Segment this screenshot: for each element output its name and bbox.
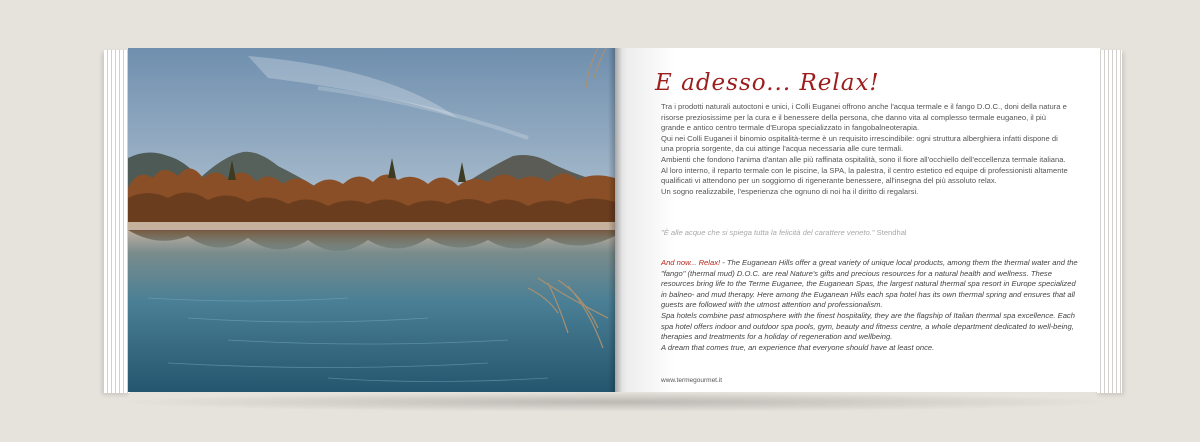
lake-landscape-photo: [128, 48, 615, 392]
website-url: www.termegourmet.it: [661, 377, 723, 384]
quote: [661, 228, 1081, 237]
english-paragraph: [661, 258, 1081, 311]
english-first-text: - The Euganean Hills offer a great variety of unique local products, among them the thermal water and the "fango" (thermal mud) D.O.C. are real Nature's gifts and precious resources for a natural health and wellness. These resources bring life to the Terme Euganee, the Euganean Spas, the largest natural thermal spa resort in Europe specialized in balneo- and mud therapy. Here among the Euganean Hills each spa hotel has its own thermal spring and ensures that all guests are followed with the utmost attention and professionalism.: [661, 258, 1078, 310]
italian-paragraph: Tra i prodotti naturali autoctoni e unici, i Colli Euganei offrono anche l'acqua termale e il fango D.O.C., doni della natura e risorse preziosissime per la cura e il benessere della persona, che danno vita al complesso termale euganeo, il più grande e antico centro termale d'Europa specializzato in fangobalneoterapia.: [661, 102, 1067, 133]
left-page-stack: [104, 50, 130, 393]
english-lead: And now... Relax!: [661, 258, 721, 267]
italian-paragraph: Qui nei Colli Euganei il binomio ospitalità-terme è un requisito irrescindibile: ogni struttura alberghiera infatti dispone di una propria sorgente, da cui attinge l'acqua necessaria alle cure termali.: [661, 133, 1058, 154]
italian-paragraph: Un sogno realizzabile, l'esperienza che ognuno di noi ha il diritto di regalarsi.: [661, 186, 919, 196]
right-page: [615, 48, 1100, 392]
english-text-block: [661, 258, 1081, 353]
page-title: E adesso... Relax!: [655, 70, 880, 96]
english-paragraph: A dream that comes true, an experience that everyone should have at least once.: [661, 342, 935, 352]
english-paragraph: Spa hotels combine past atmosphere with the finest hospitality, they are the flagship of Italian thermal spa excellence. Each spa hotel offers indoor and outdoor spa pools, gym, beauty and fitness centre, a whole department dedicated to well-being, therapies and treatments for a holiday of regeneration and wellbeing.: [661, 310, 1075, 342]
book-shadow: [112, 392, 1122, 412]
italian-paragraph: Ambienti che fondono l'anima d'antan alle più raffinata ospitalità, sono il fiore all'occhiello dell'eccellenza termale italiana. Al loro interno, il reparto termale con le piscine, la SPA, la palestra, il centro estetico ed equipe di professionisti altamente qualificati vi attendono per un soggiorno di rigenerante benessere, all'insegna del più assoluto relax.: [661, 154, 1068, 186]
book-gutter: [608, 48, 622, 392]
italian-text-block: [661, 102, 1071, 197]
quote-text: "È alle acque che si spiega tutta la felicità del carattere veneto.": [661, 228, 875, 237]
left-page-photo: [128, 48, 615, 392]
quote-author: Stendhal: [876, 228, 907, 237]
